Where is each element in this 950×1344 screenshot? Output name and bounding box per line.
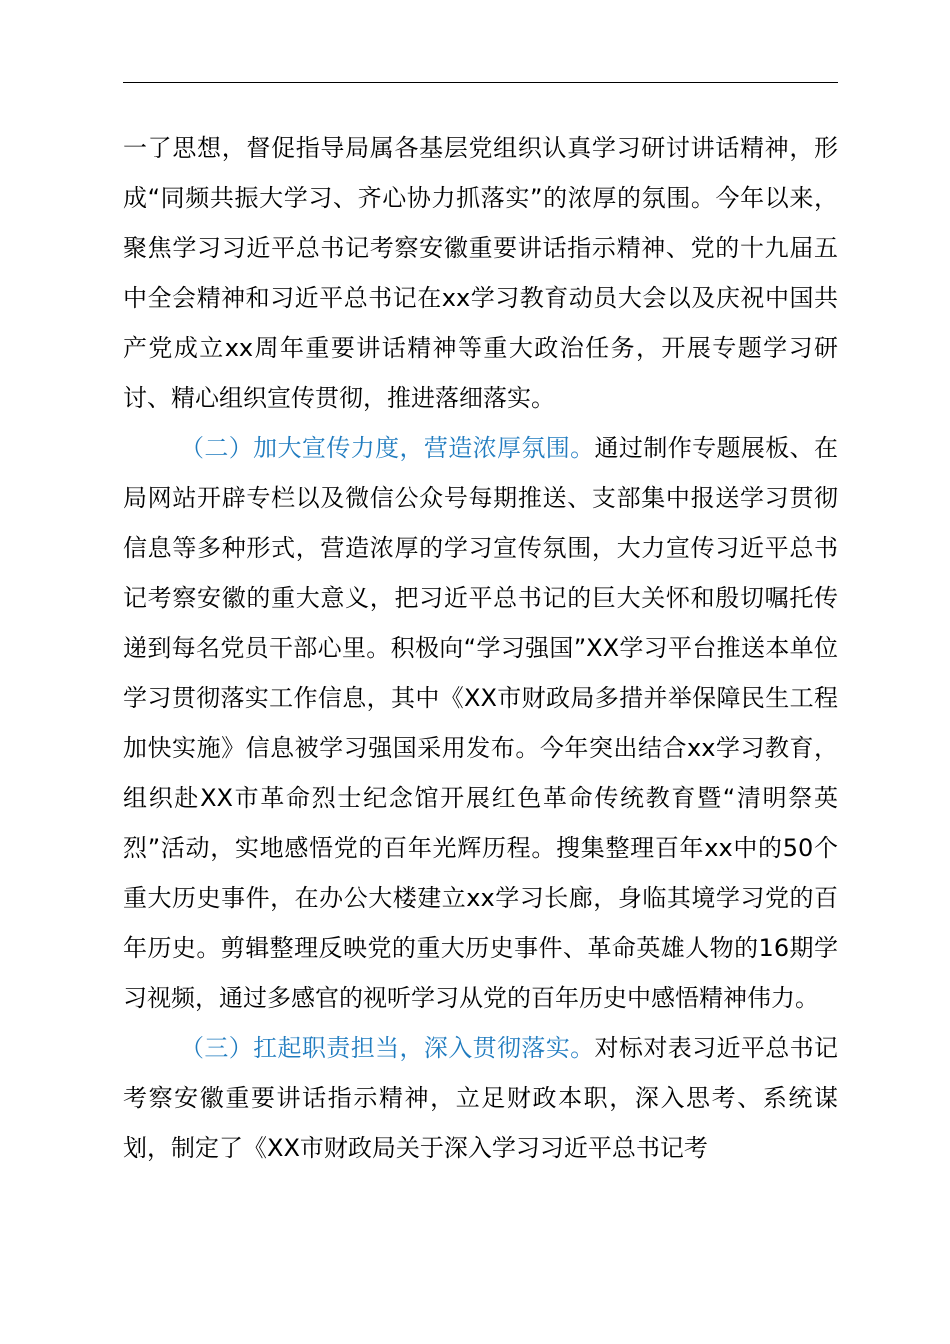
- header-divider: [123, 82, 838, 83]
- paragraph-text: 通过制作专题展板、在局网站开辟专栏以及微信公众号每期推送、支部集中报送学习贯彻信息等多种形式，营造浓厚的学习宣传氛围，大力宣传习近平总书记考察安徽的重大意义，把习近平总书记的巨大关怀和殷切嘱托传递到每名党员干部心里。积极向“学习强国”XX学习平台推送本单位学习贯彻落实工作信息，其中《XX市财政局多措并举保障民生工程加快实施》信息被学习强国采用发布。今年突出结合xx学习教育，组织赴XX市革命烈士纪念馆开展红色革命传统教育暨“清明祭英烈”活动，实地感悟党的百年光辉历程。搜集整理百年xx中的50个重大历史事件，在办公大楼建立xx学习长廊，身临其境学习党的百年历史。剪辑整理反映党的重大历史事件、革命英雄人物的16期学习视频，通过多感官的视听学习从党的百年历史中感悟精神伟力。: [123, 434, 839, 1012]
- section-heading: （二）加大宣传力度，营造浓厚氛围。: [180, 434, 595, 462]
- paragraph-text: 对标对表习近平总书记考察安徽重要讲话指示精神，立足财政本职，深入思考、系统谋划，制定了《XX市财政局关于深入学习习近平总书记考: [123, 1034, 839, 1162]
- paragraph-text: 一了思想，督促指导局属各基层党组织认真学习研讨讲话精神，形成“同频共振大学习、齐心协力抓落实”的浓厚的氛围。今年以来，聚焦学习习近平总书记考察安徽重要讲话指示精神、党的十九届五中全会精神和习近平总书记在xx学习教育动员大会以及庆祝中国共产党成立xx周年重要讲话精神等重大政治任务，开展专题学习研讨、精心组织宣传贯彻，推进落细落实。: [123, 134, 838, 412]
- section-heading: （三）扛起职责担当，深入贯彻落实。: [180, 1034, 595, 1062]
- paragraph-continuation: [123, 123, 838, 423]
- paragraph-section-2: [123, 423, 838, 1023]
- paragraph-section-3: [123, 1023, 838, 1173]
- document-body: [123, 123, 838, 1173]
